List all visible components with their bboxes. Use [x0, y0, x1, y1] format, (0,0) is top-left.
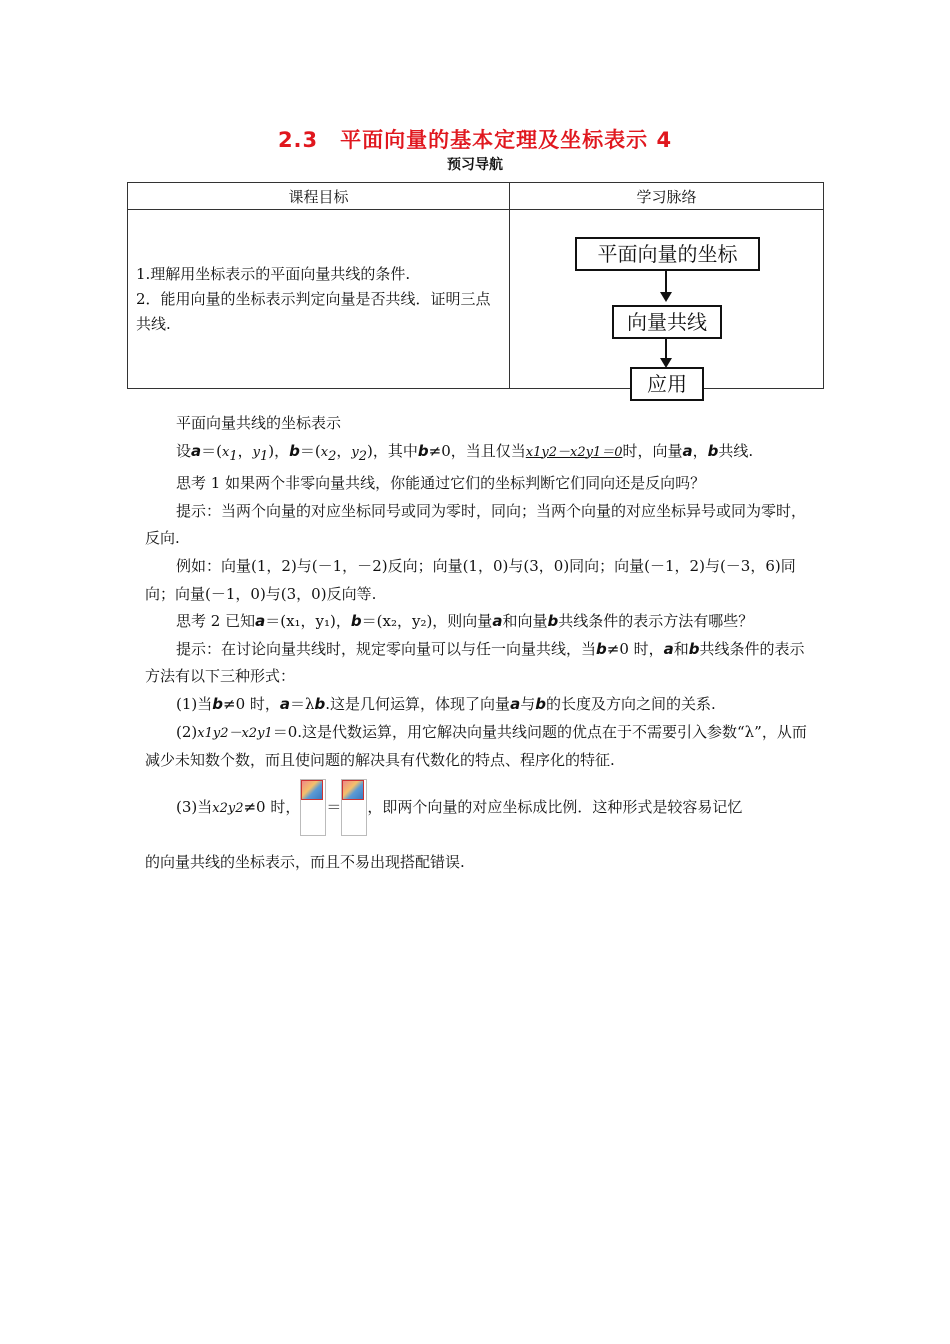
- header-learning-context: 学习脉络: [510, 183, 824, 210]
- flow-box-coordinates: 平面向量的坐标: [575, 237, 760, 271]
- form-3: (3)当x2y2≠0 时， ＝ ，即两个向量的对应坐标成比例．这种形式是较容易记忆: [145, 775, 810, 839]
- goal-item: 1.理解用坐标表示的平面向量共线的条件.: [136, 264, 411, 283]
- goal-item: 2．能用向量的坐标表示判定向量是否共线．证明三点共线.: [136, 289, 491, 333]
- overview-table: [127, 182, 824, 396]
- fraction-image-placeholder: [341, 779, 367, 836]
- flow-arrow: [665, 338, 667, 366]
- form-2: (2)x1y2－x2y1＝0.这是代数运算，用它解决向量共线问题的优点在于不需要引入参数“λ”，从而减少未知数个数，而且使问题的解决具有代数化的特点、程序化的特征.: [145, 722, 807, 770]
- flow-arrow: [665, 270, 667, 300]
- page-title: 2.3 平面向量的基本定理及坐标表示 4: [277, 128, 673, 152]
- form-1: (1)当b≠0 时，a＝λb.这是几何运算，体现了向量a与b的长度及方向之间的关系.: [176, 694, 716, 713]
- section-subtitle: 预习导航: [447, 157, 503, 173]
- fraction-image-placeholder: [300, 779, 326, 836]
- goals-cell: [128, 210, 510, 389]
- collinear-condition: x1y2－x2y1＝0: [525, 444, 623, 460]
- header-course-goals: 课程目标: [128, 183, 510, 210]
- broken-image-icon: [342, 780, 364, 800]
- main-content: [145, 410, 810, 876]
- flowchart: [510, 210, 823, 396]
- hint-1: 提示：当两个向量的对应坐标同号或同为零时，同向；当两个向量的对应坐标异号或同为零时，反向.: [145, 501, 807, 548]
- form-3-continuation: 的向量共线的坐标表示，而且不易出现搭配错误.: [145, 852, 465, 871]
- content-heading: 平面向量共线的坐标表示: [176, 414, 342, 432]
- flow-box-application: 应用: [630, 367, 704, 401]
- flow-cell: [510, 210, 824, 396]
- hint-2: 提示：在讨论向量共线时，规定零向量可以与任一向量共线，当b≠0 时，a和b共线条件的表示方法有以下三种形式：: [145, 639, 805, 686]
- paragraph-definition: 设$a=(x_1$，$y_1$)，$b=(x_2$，$y_2$)，其中b≠0，当且仅当x1y2－x2y1＝0时，向量a，b共线.: [176, 441, 754, 464]
- flow-box-collinear: 向量共线: [612, 305, 722, 339]
- broken-image-icon: [301, 780, 323, 800]
- question-2: 思考 2 已知a＝(x₁，y₁)，b＝(x₂，y₂)，则向量a和向量b共线条件的表示方法有哪些？: [176, 612, 754, 631]
- example: 例如：向量(1，2)与(－1，－2)反向；向量(1，0)与(3，0)同向；向量(－1，2)与(－3，6)同向；向量(－1，0)与(3，0)反向等.: [145, 556, 796, 603]
- question-1: 思考 1 如果两个非零向量共线，你能通过它们的坐标判断它们同向还是反向吗？: [176, 474, 706, 493]
